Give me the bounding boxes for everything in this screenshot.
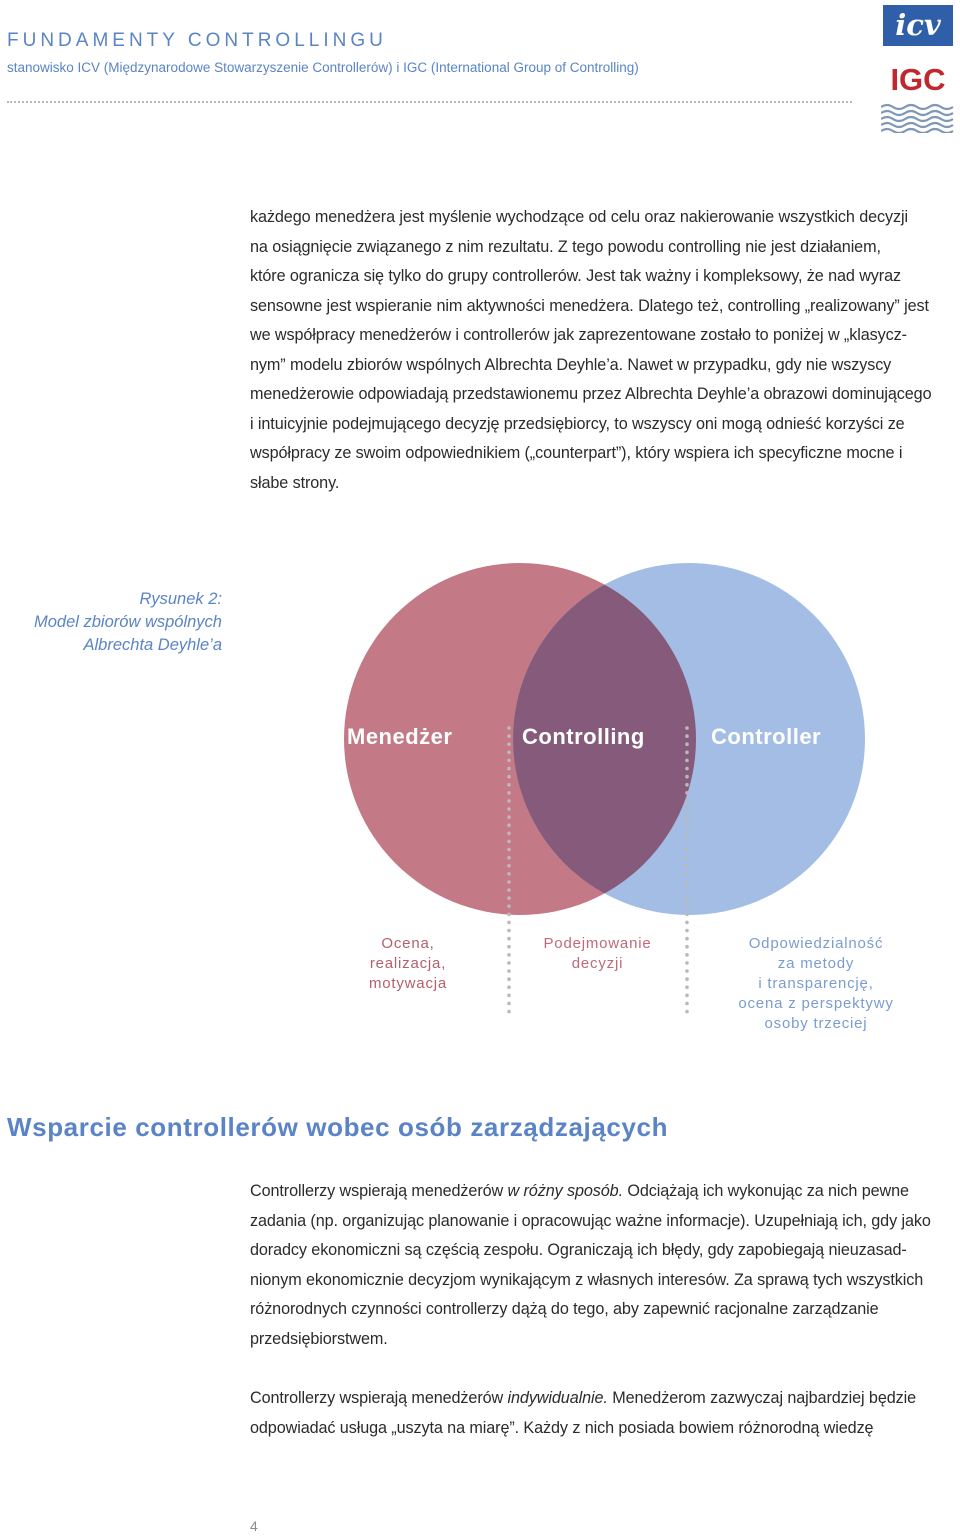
text-line: sensowne jest wspieranie nim aktywności menedżera. Dlatego też, controlling „realizowany” jest xyxy=(250,296,929,315)
document-title: FUNDAMENTY CONTROLLINGU xyxy=(7,30,387,51)
text-line: zadania (np. organizując planowanie i opracowując ważne informacje). Uzupełniają ich, gdy jako xyxy=(250,1211,931,1230)
page-number: 4 xyxy=(250,1518,258,1534)
text-line: odpowiadać usługa „uszyta na miarę”. Każdy z nich posiada bowiem różnorodną wiedzę xyxy=(250,1418,874,1437)
document-subtitle: stanowisko ICV (Międzynarodowe Stowarzyszenie Controllerów) i IGC (International Group of Controlling) xyxy=(7,60,639,75)
text-run: Odciążają ich wykonując za nich pewne xyxy=(622,1182,909,1200)
text-run: Controllerzy wspierają menedżerów xyxy=(250,1389,508,1407)
text-line: słabe strony. xyxy=(250,473,340,492)
controller-description: Odpowiedzialność za metody i transparencję, ocena z perspektywy osoby trzeciej xyxy=(738,935,894,1032)
caption-line: Rysunek 2: xyxy=(139,590,222,608)
text-line: na osiągnięcie związanego z nim rezultatu. Z tego powodu controlling nie jest działaniem, xyxy=(250,237,881,256)
text-line: we współpracy menedżerów i controllerów jak zaprezentowane zostało to poniżej w „klasycz- xyxy=(250,326,907,344)
text-line: nym” modelu zbiorów wspólnych Albrechta Deyhle’a. Nawet w przypadku, gdy nie wszyscy xyxy=(250,355,892,374)
text-line xyxy=(250,1177,952,1207)
caption-line: Albrechta Deyhle’a xyxy=(83,636,222,654)
text-line: różnorodnych czynności controllerzy dążą do tego, aby zapewnić racjonalne zarządzanie xyxy=(250,1300,879,1318)
manager-description: Ocena, realizacja, motywacja xyxy=(368,935,448,992)
section-heading: Wsparcie controllerów wobec osób zarządzających xyxy=(7,1112,669,1142)
text-line xyxy=(250,1384,952,1414)
text-line: doradcy ekonomiczni są częścią zespołu. Ograniczają ich błędy, gdy zapobiegają nieuzasad- xyxy=(250,1241,907,1259)
text-line: współpracy ze swoim odpowiednikiem („counterpart”), który wspiera ich specyficzne mocne i xyxy=(250,444,903,462)
text-line: przedsiębiorstwem. xyxy=(250,1329,388,1348)
controlling-description: Podejmowanie decyzji xyxy=(543,935,652,972)
text-line: każdego menedżera jest myślenie wychodzące od celu oraz nakierowanie wszystkich decyzji xyxy=(250,208,909,226)
text-run: Menedżerom zazwyczaj najbardziej będzie xyxy=(607,1389,917,1407)
controller-label: Controller xyxy=(711,724,822,749)
emphasis-text: w różny sposób. xyxy=(507,1182,623,1200)
support-paragraph xyxy=(250,1177,952,1354)
caption-line: Model zbiorów wspólnych xyxy=(33,613,222,631)
text-line: nionym ekonomicznie decyzjom wynikającym z własnych interesów. Za sprawą tych wszystkich xyxy=(250,1270,924,1289)
controlling-label: Controlling xyxy=(522,724,645,749)
text-run: Controllerzy wspierają menedżerów xyxy=(250,1182,508,1200)
igc-logo-text: IGC xyxy=(890,62,946,97)
text-line: które ogranicza się tylko do grupy controllerów. Jest tak ważny i kompleksowy, że nad wyraz xyxy=(250,267,901,285)
manager-label: Menedżer xyxy=(347,724,453,749)
text-line: menedżerowie odpowiadają przedstawionemu przez Albrechta Deyhle’a obrazowi dominującego xyxy=(250,385,932,403)
text-line: i intuicyjnie podejmującego decyzję przedsiębiorcy, to wszyscy oni mogą odnieść korzyści ze xyxy=(250,414,905,433)
icv-logo: icv xyxy=(883,5,953,46)
emphasis-text: indywidualnie. xyxy=(507,1389,608,1407)
individual-support-paragraph xyxy=(250,1384,952,1443)
